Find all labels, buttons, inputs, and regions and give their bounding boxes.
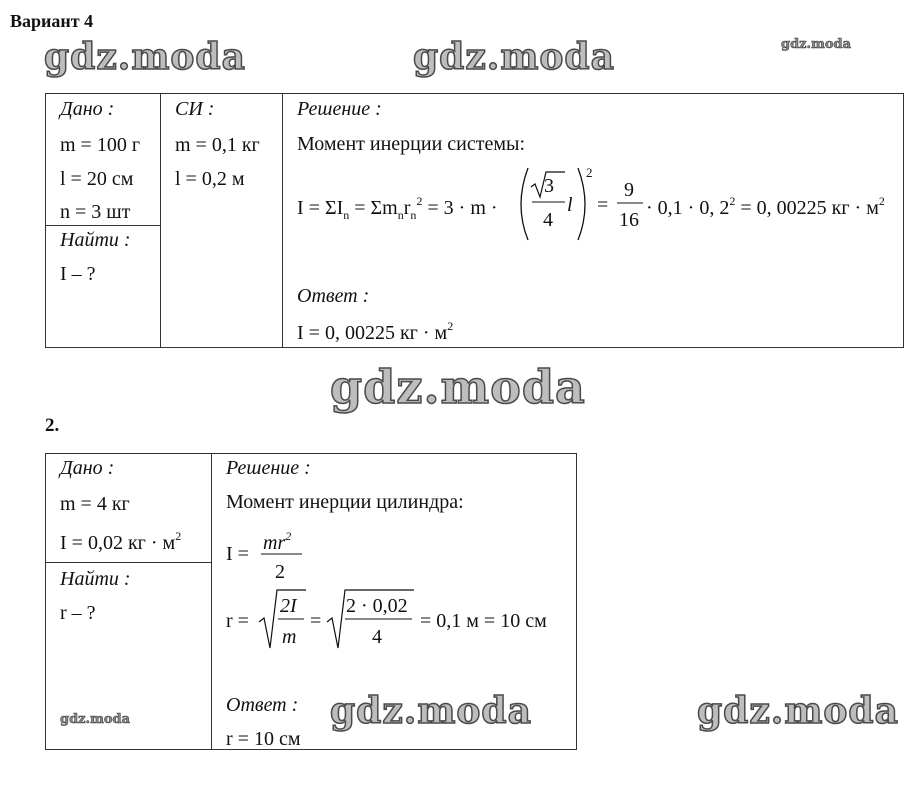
formula-den: m bbox=[282, 626, 297, 648]
watermark: gdz.moda bbox=[781, 37, 852, 52]
watermark: gdz.moda bbox=[330, 690, 532, 732]
answer-value: r = 10 см bbox=[226, 728, 301, 750]
solution-heading: Момент инерции системы: bbox=[297, 133, 525, 155]
formula-num: 2 · 0,02 bbox=[346, 595, 408, 617]
formula-num9: 9 bbox=[624, 179, 634, 201]
formula-root-arg: 3 bbox=[544, 175, 554, 197]
watermark: gdz.moda bbox=[413, 36, 615, 78]
formula-l: l bbox=[567, 194, 573, 216]
si-item: m = 0,1 кг bbox=[175, 134, 260, 156]
find-item: r – ? bbox=[60, 602, 96, 624]
find-label: Найти : bbox=[60, 568, 131, 590]
formula-den16: 16 bbox=[619, 209, 639, 231]
answer-label: Ответ : bbox=[297, 285, 370, 307]
answer-label: Ответ : bbox=[226, 694, 299, 716]
problem-number: 2. bbox=[45, 415, 60, 436]
solution-heading: Момент инерции цилиндра: bbox=[226, 491, 464, 513]
formula-eq: = bbox=[310, 610, 322, 632]
formula-den: 4 bbox=[543, 209, 553, 231]
formula-result: = 0,1 м = 10 см bbox=[420, 610, 547, 632]
answer-value: I = 0, 00225 кг · $м^2$ bbox=[297, 319, 454, 344]
si-item: l = 0,2 м bbox=[175, 168, 245, 190]
formula-lhs: r = bbox=[226, 610, 249, 632]
formula-num: $mr^2$ bbox=[263, 529, 292, 554]
page-title: Вариант 4 bbox=[10, 11, 94, 31]
watermark: gdz.moda bbox=[330, 360, 586, 414]
find-label: Найти : bbox=[60, 229, 131, 251]
find-item: I – ? bbox=[60, 263, 96, 285]
formula-den: 2 bbox=[275, 561, 285, 583]
given-item: l = 20 см bbox=[60, 168, 134, 190]
given-item: m = 100 г bbox=[60, 134, 141, 156]
formula-lhs: I = bbox=[226, 543, 249, 565]
formula-tail: · 0,1 · 0, $2^2 = 0$, 00225 кг · $м^2$ bbox=[646, 194, 885, 219]
formula-num: 2I bbox=[280, 595, 297, 617]
formula-den: 4 bbox=[372, 626, 382, 648]
given-label: Дано : bbox=[60, 457, 115, 479]
solution-label: Решение : bbox=[226, 457, 311, 479]
given-item: I = 0,02 кг · $м^2$ bbox=[60, 529, 182, 554]
formula-eq: = bbox=[597, 194, 609, 216]
watermark: gdz.moda bbox=[44, 36, 246, 78]
given-item: m = 4 кг bbox=[60, 493, 130, 515]
given-item: n = 3 шт bbox=[60, 201, 131, 223]
watermark: gdz.moda bbox=[60, 712, 131, 727]
given-label: Дано : bbox=[60, 98, 115, 120]
watermark: gdz.moda bbox=[697, 690, 899, 732]
si-label: СИ : bbox=[175, 98, 215, 120]
formula-outer-sq: 2 bbox=[586, 165, 593, 180]
formula-part: $I = \Sigma I_n = \Sigma m_nr_n^2 = 3 \cdot m$ · bbox=[297, 194, 498, 222]
solution-label: Решение : bbox=[297, 98, 382, 120]
